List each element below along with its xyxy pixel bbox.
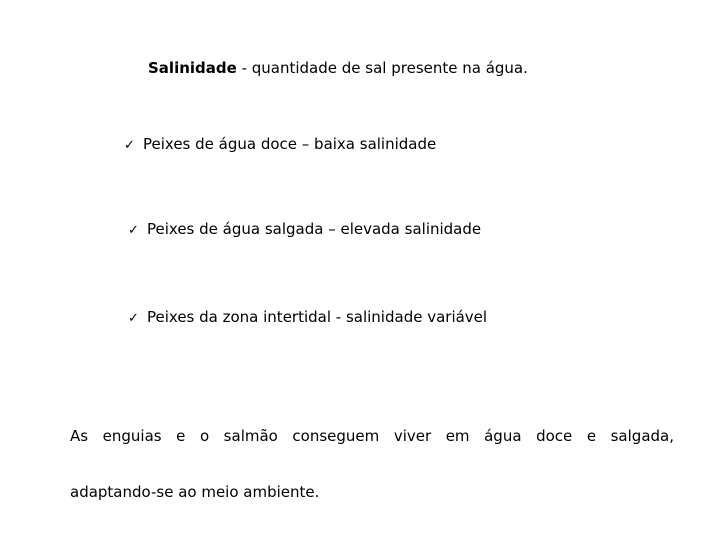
bullet-item-freshwater xyxy=(124,134,436,156)
bullet-item-intertidal xyxy=(128,307,487,329)
paragraph-line-2: adaptando-se ao meio ambiente. xyxy=(70,483,320,501)
bullet-text: Peixes da zona intertidal - salinidade variável xyxy=(147,308,488,326)
definition-text: - quantidade de sal presente na água. xyxy=(236,59,528,77)
paragraph-line-1: As enguias e o salmão conseguem viver em água doce e salgada, xyxy=(70,427,674,445)
definition-line xyxy=(148,58,528,78)
bullet-item-saltwater xyxy=(128,219,481,241)
definition-term: Salinidade xyxy=(148,59,237,77)
bullet-text: Peixes de água salgada – elevada salinidade xyxy=(147,220,482,238)
check-icon: ✓ xyxy=(124,138,135,153)
bullet-text: Peixes de água doce – baixa salinidade xyxy=(143,135,437,153)
check-icon: ✓ xyxy=(128,311,139,326)
check-icon: ✓ xyxy=(128,223,139,238)
